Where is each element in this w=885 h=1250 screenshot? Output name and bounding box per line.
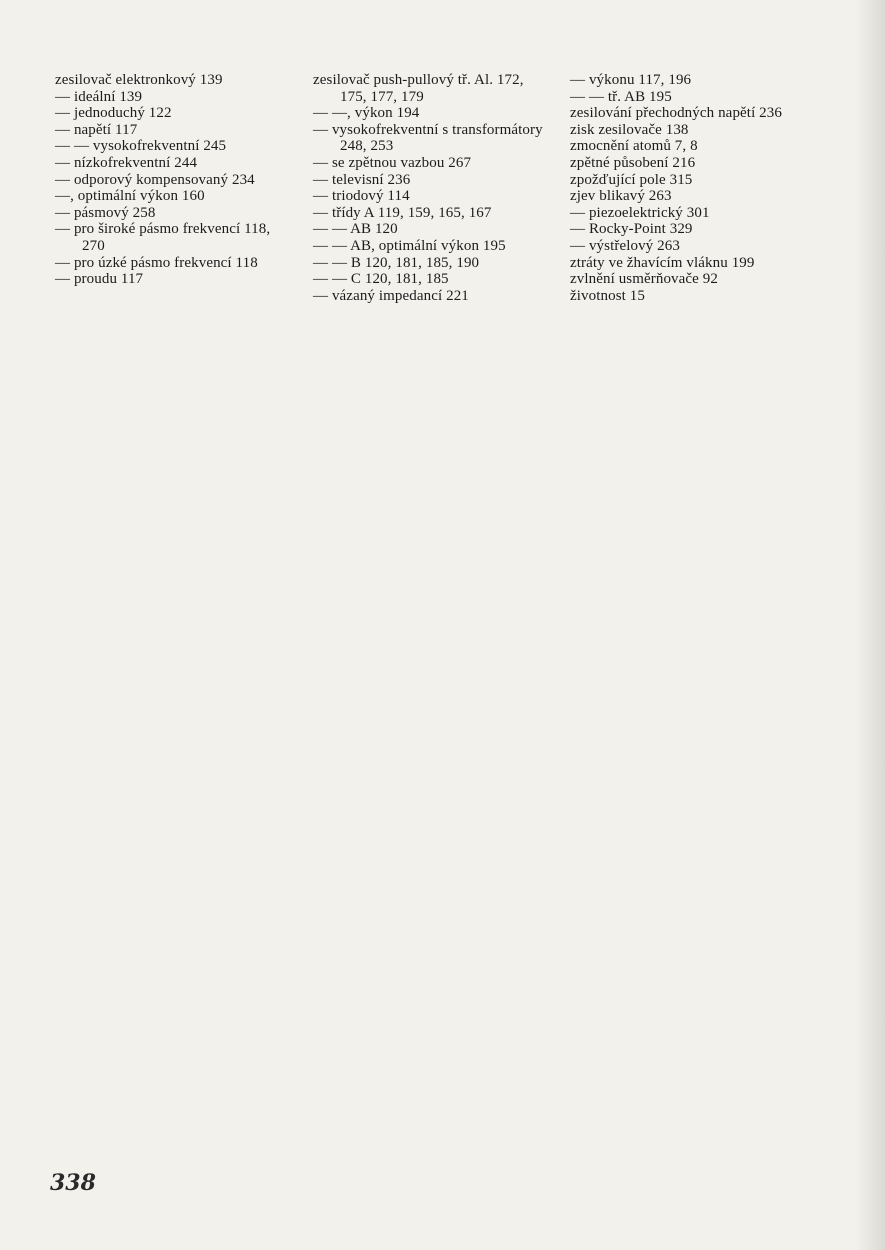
index-entry: zesilovač elektronkový 139 [55, 72, 223, 88]
index-entry: ztráty ve žhavícím vláknu 199 [570, 254, 755, 271]
index-entry: zisk zesilovače 138 [570, 121, 689, 138]
index-entry: — — AB 120 [313, 221, 398, 238]
index-entry: — — C 120, 181, 185 [313, 271, 449, 288]
index-entry: — pro široké pásmo frekvencí 118, 270 [55, 221, 275, 254]
index-entry: — se zpětnou vazbou 267 [313, 154, 472, 171]
index-column-3 [570, 72, 810, 304]
index-entry: — vázaný impedancí 221 [313, 287, 469, 304]
index-entry: zesilování přechodných napětí 236 [570, 105, 782, 122]
index-entry: — Rocky-Point 329 [570, 221, 693, 238]
index-entry: — — AB, optimální výkon 195 [313, 237, 506, 254]
index-entry: — pro úzké pásmo frekvencí 118 [55, 254, 258, 271]
index-entry: — výkonu 117, 196 [570, 72, 692, 88]
index-column-1 [55, 72, 295, 288]
index-entry: zmocnění atomů 7, 8 [570, 138, 698, 155]
index-entry: zpožďující pole 315 [570, 171, 693, 188]
index-column-2 [313, 72, 553, 304]
index-entry: — nízkofrekventní 244 [55, 154, 198, 171]
index-entry: — — vysokofrekventní 245 [55, 138, 227, 155]
index-entry: životnost 15 [570, 287, 645, 304]
index-entry: — proudu 117 [55, 271, 144, 288]
index-entry: — — B 120, 181, 185, 190 [313, 254, 480, 271]
index-entry: — — tř. AB 195 [570, 88, 672, 105]
index-entry: zjev blikavý 263 [570, 188, 672, 205]
index-entry: —, optimální výkon 160 [55, 188, 205, 205]
index-entry: — napětí 117 [55, 121, 138, 138]
index-entry: — vysokofrekventní s transformátory 248, 253 [313, 121, 547, 155]
page-number: 338 [50, 1170, 96, 1196]
index-entry: — televisní 236 [313, 171, 411, 188]
index-entry: — pásmový 258 [55, 204, 156, 221]
index-entry: zvlnění usměrňovače 92 [570, 271, 718, 288]
index-entry: — triodový 114 [313, 188, 410, 205]
index-entry: — —, výkon 194 [313, 105, 420, 122]
index-entry: — výstřelový 263 [570, 237, 680, 254]
index-entry: zpětné působení 216 [570, 154, 696, 171]
index-entry: — třídy A 119, 159, 165, 167 [313, 204, 492, 221]
index-entry: zesilovač push-pullový tř. Al. 172, 175, 177, 179 [313, 72, 528, 105]
index-entry: — jednoduchý 122 [55, 105, 172, 122]
page-edge-shadow [855, 0, 885, 1250]
index-entry: — ideální 139 [55, 88, 143, 105]
index-entry: — piezoelektrický 301 [570, 204, 710, 221]
index-entry: — odporový kompensovaný 234 [55, 171, 255, 188]
